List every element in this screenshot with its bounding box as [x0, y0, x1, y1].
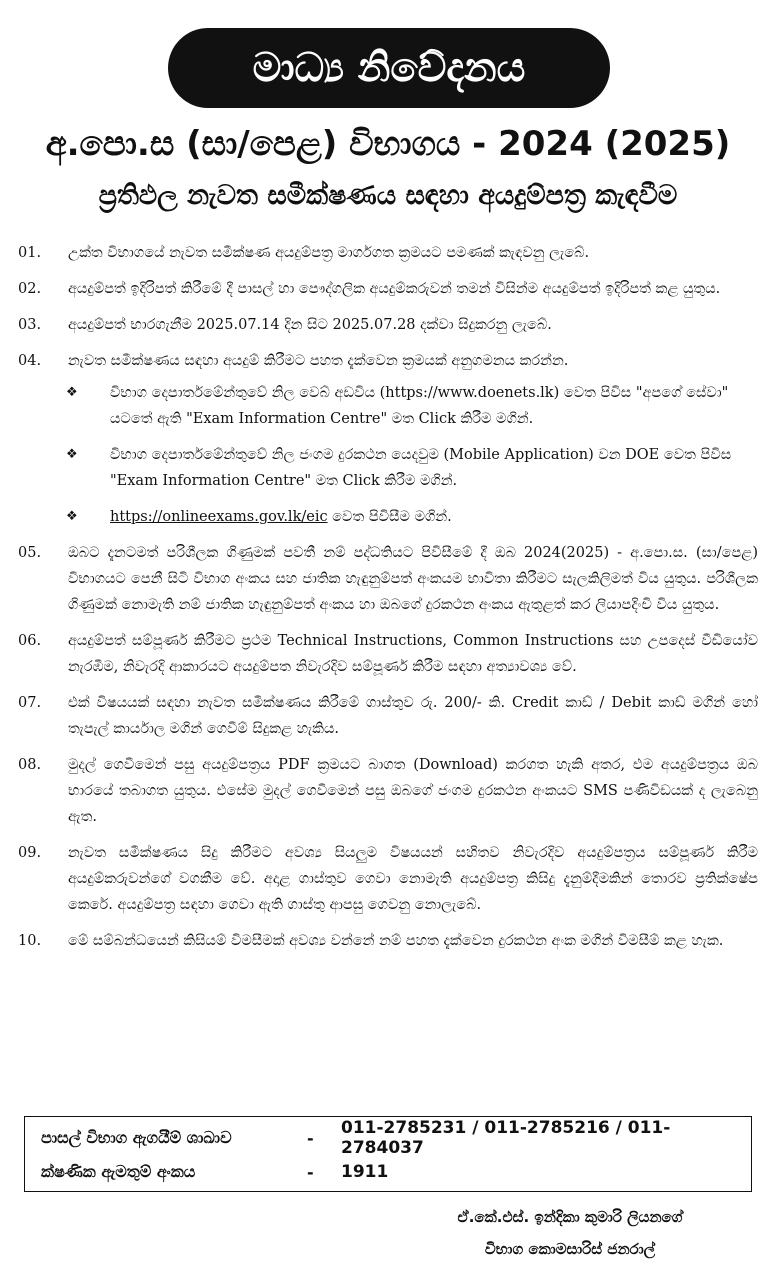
item-number: 07. — [18, 695, 42, 711]
item-number: 04. — [18, 353, 42, 369]
sub-item-text: විභාග දෙපාර්තමේන්තුවේ නිල වෙබ් අඩවිය (https://www.doenets.lk) වෙත පිවිස "අපගේ සේවා" යටතේ ඇති "Exam Information Centre" මත Click කිරීම මගින්. — [110, 385, 729, 427]
exam-title: අ.පො.ස (සා/පෙළ) විභාගය - 2024 (2025) — [45, 124, 731, 164]
diamond-bullet-icon: ❖ — [66, 509, 78, 524]
item-number: 05. — [18, 545, 42, 561]
diamond-bullet-icon: ❖ — [66, 447, 78, 462]
notice-banner: මාධ්‍ය නිවේදනය — [168, 28, 610, 108]
sub-item — [66, 504, 758, 530]
contact-dash: - — [307, 1128, 314, 1148]
eic-link[interactable]: https://onlineexams.gov.lk/eic — [110, 509, 328, 525]
signatory-name: ඒ.කේ.එස්. ඉන්දිකා කුමාරි ලියනගේ — [457, 1208, 683, 1226]
list-item — [18, 928, 758, 954]
sub-item — [66, 442, 758, 494]
sub-item-text: විභාග දෙපාර්තමේන්තුවේ නිල ජංගම දුරකථන යෙදවුම (Mobile Application) වන DOE වෙත පිවිස "Exam Information Centre" මත Click කිරීම මගින්. — [110, 447, 732, 489]
sub-item-suffix: වෙත පිවිසීම මගින්. — [327, 509, 452, 525]
instruction-list — [18, 240, 758, 964]
signatory-title: විභාග කොමසාරිස් ජනරාල් — [484, 1240, 656, 1258]
sub-item — [66, 380, 758, 432]
list-item — [18, 628, 758, 680]
list-item — [18, 240, 758, 266]
contact-dash: - — [307, 1162, 314, 1182]
list-item — [18, 276, 758, 302]
contact-phone-numbers: 011-2785231 / 011-2785216 / 011-2784037 — [341, 1118, 671, 1158]
item-number: 03. — [18, 317, 42, 333]
list-item — [18, 348, 758, 374]
list-item — [18, 312, 758, 338]
item-text: නැවත සමීක්ෂණය සඳහා අයදුම් කිරීමට පහත දැක්වෙන ක්‍රමයක් අනුගමනය කරන්න. — [68, 353, 569, 369]
list-item — [18, 540, 758, 618]
item-text: අයදුම්පත් ඉදිරිපත් කිරීමේ දී පාසල් හා පෞද්ගලික අයදුම්කරුවන් තමන් විසින්ම අයදුම්පත් ඉදිරිපත් කළ යුතුය. — [68, 281, 721, 297]
item-number: 08. — [18, 757, 42, 773]
item-text: උක්ත විභාගයේ නැවත සමීක්ෂණ අයදුම්පත්‍ර මාර්ගගත ක්‍රමයට පමණක් කැඳවනු ලැබේ. — [68, 245, 590, 261]
item-text: නැවත සමීක්ෂණය සිදු කිරීමට අවශ්‍ය සියලුම විෂයයන් සහිතව නිවැරදිව අයදුම්පත්‍රය සම්පූර්ණ කිරීම අයදුම්කරුවන්ගේ වගකීම වේ. අදාළ ගාස්තුව ගෙවා නොමැති අයදුම්පත්‍ර කිසිදු දැනුම්දීමකින් තොරව ප්‍රතික්ෂේප කෙරේ. අයදුම්පත්‍ර සඳහා ගෙවා ඇති ගාස්තු ආපසු ගෙවනු නොලැබේ. — [68, 845, 758, 913]
item-text: මුදල් ගෙවීමෙන් පසු අයදුම්පත්‍රය PDF ක්‍රමයට බාගත (Download) කරගත හැකි අතර, එම අයදුම්පත්‍රය ඔබ භාරයේ තබාගත යුතුය. එසේම මුදල් ගෙවීමෙන් පසු ඔබගේ ජංගම දුරකථන අංකයට SMS පණිවිඩයක් ද ලැබෙනු ඇත. — [68, 757, 758, 825]
list-item — [18, 840, 758, 918]
notice-subtitle: ප්‍රතිඵල නැවත සමීක්ෂණය සඳහා අයදුම්පත්‍ර කැඳවීම — [98, 180, 678, 211]
item-text: මේ සම්බන්ධයෙන් කිසියම් විමසීමක් අවශ්‍ය වන්නේ නම් පහත දැක්වෙන දුරකථන අංක මගින් විමසීම් කළ හැක. — [68, 933, 724, 949]
item-text: අයදුම්පත් සම්පූර්ණ කිරීමට ප්‍රථම Technical Instructions, Common Instructions සහ උපදෙස් වීඩියෝව නැරඹීම, නිවැරදි ආකාරයට අයදුම්පත නිවැරදිව සම්පූර්ණ කිරීම සඳහා අත්‍යාවශ්‍ය වේ. — [68, 633, 758, 675]
hotline-number: 1911 — [341, 1162, 389, 1182]
item-number: 10. — [18, 933, 42, 949]
list-item — [18, 752, 758, 830]
contact-row — [25, 1155, 751, 1189]
contact-box — [24, 1116, 752, 1192]
item-number: 01. — [18, 245, 42, 261]
item-text: ඔබට දැනටමත් පරිශීලක ගිණුමක් පවතී නම් පද්ධතියට පිවිසීමේ දී ඔබ 2024(2025) - අ.පො.ස. (සා/පෙළ) විභාගයට පෙනී සිටි විභාග අංකය සහ ජාතික හැඳුනුම්පත් අංකයම භාවිතා කිරීමට සැලකිලිමත් විය යුතුය. පරිශීලක ගිණුමක් නොමැති නම් ජාතික හැඳුනුම්පත් අංකය හා ඔබගේ දුරකථන අංකය ඇතුළත් කර ලියාපදිංචි විය යුතුය. — [68, 545, 758, 613]
item-number: 06. — [18, 633, 42, 649]
item-number: 02. — [18, 281, 42, 297]
contact-row — [25, 1118, 751, 1158]
diamond-bullet-icon: ❖ — [66, 385, 78, 400]
item-text: අයදුම්පත් භාරගැනීම 2025.07.14 දින සිට 2025.07.28 දක්වා සිදුකරනු ලැබේ. — [68, 317, 552, 333]
contact-label: ක්ෂණික ඇමතුම් අංකය — [41, 1162, 196, 1181]
contact-label: පාසල් විභාග ඇගයීම් ශාඛාව — [41, 1128, 232, 1147]
item-number: 09. — [18, 845, 42, 861]
item-text: එක් විෂයයක් සඳහා නැවත සමීක්ෂණය කිරීමේ ගාස්තුව රු. 200/- කි. Credit කාඩ් / Debit කාඩ් මගින් හෝ තැපැල් කාර්යාල මගින් ගෙවීම් සිදුකළ හැකිය. — [68, 695, 758, 737]
sub-item-text — [110, 504, 758, 530]
list-item — [18, 690, 758, 742]
